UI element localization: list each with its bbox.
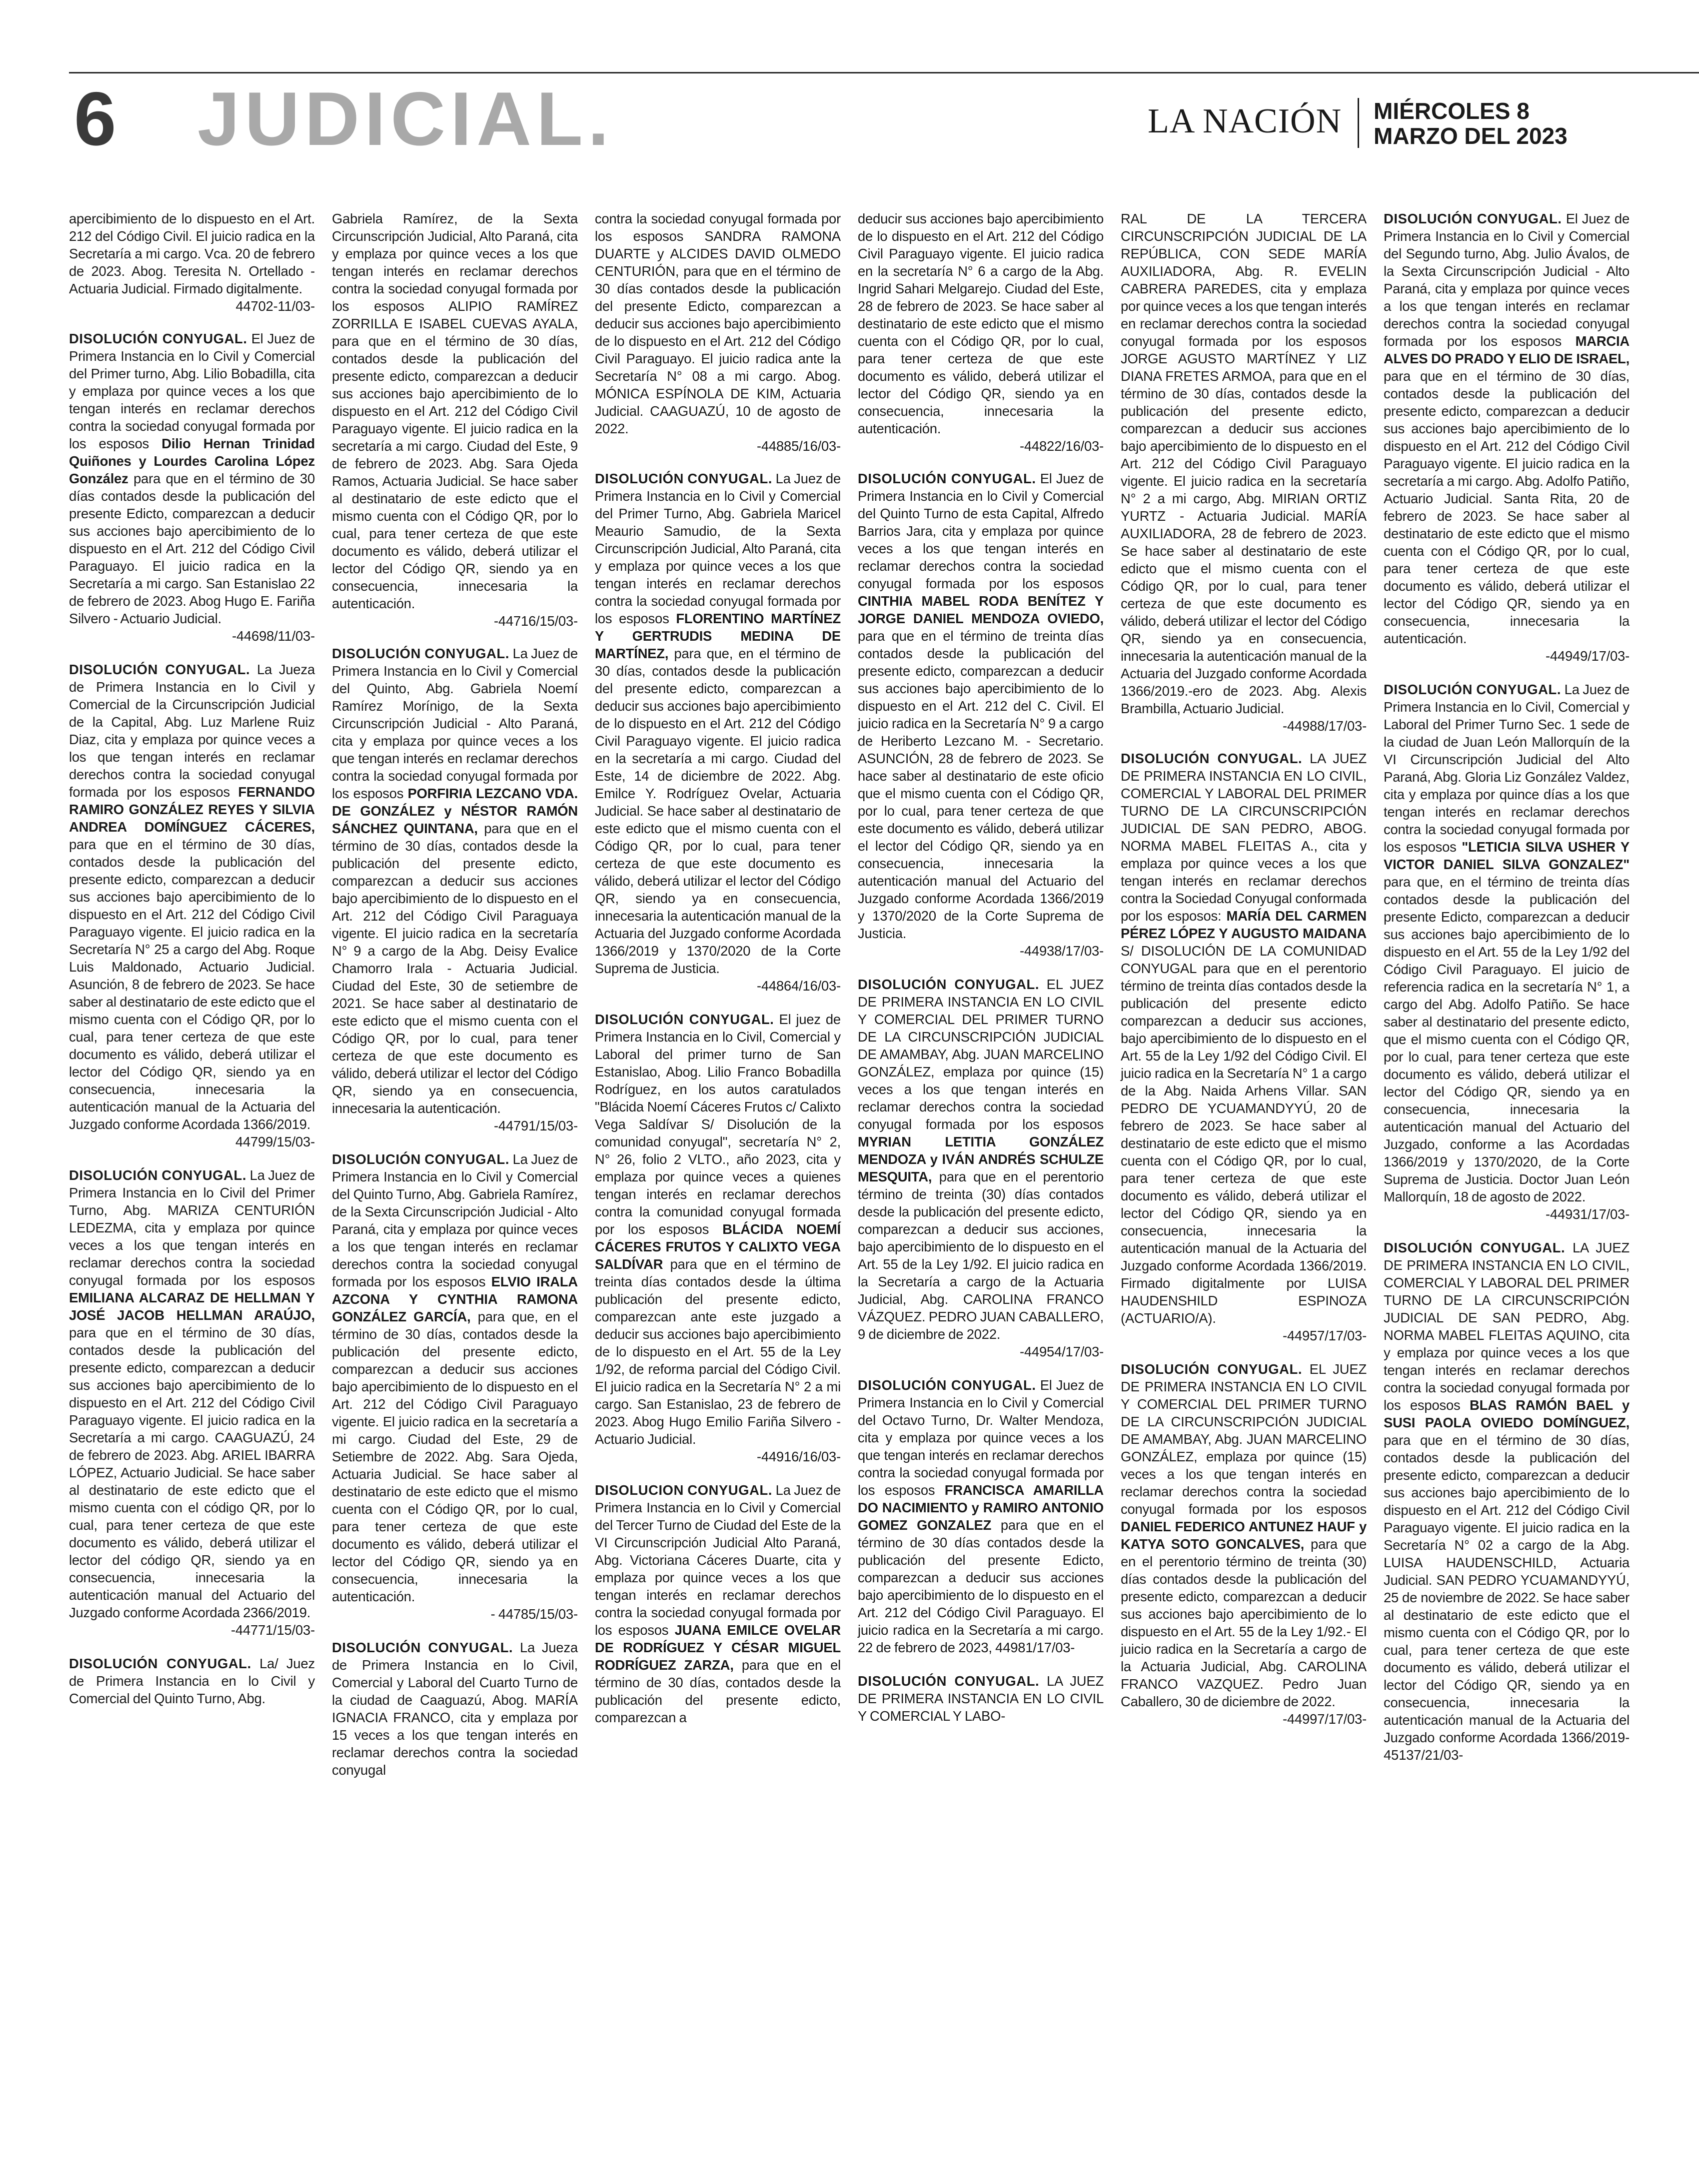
legal-notice <box>332 1150 578 1623</box>
column-6 <box>1384 210 1630 1780</box>
continued-text: RAL DE LA TERCERA CIRCUNSCRIPCIÓN JUDICIAL DE LA REPÚBLICA, CON SEDE MARÍA AUXILIADORA, Abg. R. EVELIN CABRERA PAREDES, cita y emplaza por quince veces a los que tengan interés en reclamar derechos contra la sociedad conyugal formada por los esposos JORGE AGUSTO MARTÍNEZ Y LIZ DIANA FRETES ARMOA, para que en el término de 30 días, contados desde la publicación del presente edicto, comparezcan a deducir sus acciones bajo apercibimiento de lo dispuesto en el Art. 212 del Código Civil Paraguayo vigente. El juicio radica en la secretaría N° 2 a mi cargo, Abg. MIRIAN ORTIZ YURTZ - Actuaria Judicial. MARÍA AUXILIADORA, 28 de febrero de 2023. Se hace saber al destinatario de este edicto que el mismo cuenta con el Código QR, por lo cual, para tener certeza de que este documento es válido, deberá utilizar el lector del Código QR, siendo ya en consecuencia, innecesaria la autenticación manual de la Actuaria del Juzgado conforme Acordada 1366/2019.-ero de 2023. Abg. Alexis Brambilla, Actuario Judicial. <box>1121 211 1367 716</box>
notice-code: -44997/17/03- <box>1283 1711 1367 1727</box>
notice-parties: CINTHIA MABEL RODA BENÍTEZ Y JORGE DANIEL MENDOZA OVIEDO, <box>858 593 1104 626</box>
notice-text: La Jueza de Primera Instancia en lo Civil y Comercial de la Circunscripción Judicial de la Capital, Abg. Luz Marlene Ruiz Diaz, cita y emplaza por quince veces a los que tengan interés en reclamar derechos contra la sociedad conyugal formada por los esposos <box>69 662 315 800</box>
issue-date <box>1374 98 1568 148</box>
notice-body <box>858 976 1104 1343</box>
section-title: JUDICIAL. <box>197 76 614 161</box>
notice-heading: DISOLUCIÓN CONYUGAL. <box>858 1377 1036 1393</box>
notice-heading: DISOLUCIÓN CONYUGAL. <box>595 471 773 486</box>
notice-text: La Juez de Primera Instancia en lo Civil, Comercial y Laboral del Primer Turno Sec. 1 sede de la ciudad de Juan León Mallorquín de la VI Circunscripción Judicial del Alto Paraná, Abg. Gloria Liz González Valdez, cita y emplaza por quince días a los que tengan interés en reclamar derechos contra la sociedad conyugal formada por los esposos <box>1384 682 1630 855</box>
notice-heading: DISOLUCIÓN CONYUGAL. <box>69 331 247 346</box>
header-divider <box>1358 98 1359 148</box>
notice-heading: DISOLUCION CONYUGAL. <box>595 1482 773 1498</box>
notice-heading: DISOLUCIÓN CONYUGAL. <box>332 1151 510 1167</box>
notice-code: -44949/17/03- <box>1546 648 1630 664</box>
newspaper-logo: LA NACIÓN <box>1148 102 1342 140</box>
legal-notice <box>858 1672 1104 1725</box>
notice-heading: DISOLUCIÓN CONYUGAL. <box>1121 751 1303 766</box>
notice-text: EL JUEZ DE PRIMERA INSTANCIA EN LO CIVIL Y COMERCIAL DEL PRIMER TURNO DE LA CIRCUNSCRIPCIÓN JUDICIAL DE AMAMBAY, Abg. JUAN MARCELINO GONZÁLEZ, emplaza por quince (15) veces a los que tengan interés en reclamar derechos contra la sociedad conyugal formada por los esposos <box>858 977 1104 1132</box>
notice-text: para que, en el término de treinta días contados desde la publicación del presente Edicto, comparezcan a deducir sus acciones bajo apercibimiento de lo dispuesto en el Art. 55 de la Ley 1/92 del Código Civil Paraguayo. El juicio de referencia radica en la secretaría N° 1, a cargo del Abg. Adolfo Patiño. Se hace saber al destinatario del presente edicto, que el mismo cuenta con el Código QR, por lo cual, para tener certeza que este documento es válido, deberá utilizar el lector del Código QR, siendo ya en consecuencia, innecesaria la autenticación manual del Actuario del Juzgado, conforme a las Acordadas 1366/2019 y 1370/2020, de la Corte Suprema de Justicia. Doctor Juan León Mallorquín, 18 de agosto de 2022. <box>1384 874 1630 1204</box>
notice-body <box>1384 1239 1630 1764</box>
notice-text: El Juez de Primera Instancia en lo Civil y Comercial del Octavo Turno, Dr. Walter Mendoza, cita y emplaza por quince veces a los que tengan interés en reclamar derechos contra la sociedad conyugal formada por los esposos <box>858 1377 1104 1498</box>
notice-code: -44791/15/03- <box>494 1118 578 1133</box>
notice-body <box>332 1150 578 1605</box>
notice-parties: FLORENTINO MARTÍNEZ Y GERTRUDIS MEDINA DE MARTÍNEZ, <box>595 611 841 661</box>
notice-body <box>69 661 315 1133</box>
notice-parties: Dilio Hernan Trinidad Quiñones y Lourdes Carolina López González <box>69 436 315 486</box>
notice-code: -44864/16/03- <box>757 978 841 994</box>
notice-text: La Juez de Primera Instancia en lo Civil y Comercial del Quinto Turno, Abg. Gabriela Ramírez, de la Sexta Circunscripción Judicial - Alto Paraná, cita y emplaza por quince veces a los que tengan interés en reclamar derechos contra la sociedad conyugal formada por los esposos <box>332 1151 578 1289</box>
issue-weekday: MIÉRCOLES 8 <box>1374 98 1530 124</box>
notice-heading: DISOLUCIÓN CONYUGAL. <box>1384 211 1562 226</box>
notice-text: para que en el perentorio término de treinta (30) días contados desde la publicación del presente edicto, comparezcan a deducir sus acciones bajo apercibimiento de lo dispuesto en el Art. 55 de la Ley 1/92.- El juicio radica en la Secretaría a cargo de la Actuaria Judicial, Abg. CAROLINA FRANCO VAZQUEZ. Pedro Juan Caballero, 30 de diciembre de 2022. <box>1121 1536 1367 1709</box>
notice-body <box>858 470 1104 942</box>
notice-body <box>332 645 578 1117</box>
notice-text: para que en el término de 30 días, contados desde la publicación del presente edicto, comparezcan a deducir sus acciones bajo apercibimiento de lo dispuesto en el Art. 212 del Código Civil Paraguayo vigente. El juicio radica en la Secretaría N° 02 a cargo de la Abg. LUISA HAUDENSCHILD, Actuaria Judicial. SAN PEDRO YCUAMANDYYÚ, 25 de noviembre de 2022. Se hace saber al destinatario de este edicto que el mismo cuenta con el Código QR, por lo cual, para tener certeza de que este documento es válido, deberá utilizar el lector del Código QR, siendo ya en consecuencia, innecesaria la autenticación manual de la Actuaria del Juzgado conforme Acordada 1366/2019- 45137/21/03- <box>1384 1432 1630 1763</box>
legal-notice <box>69 330 315 645</box>
notice-body <box>595 470 841 977</box>
legal-notice <box>1121 750 1367 1344</box>
notice-body <box>858 1376 1104 1656</box>
notice-parties: EMILIANA ALCARAZ DE HELLMAN Y JOSÉ JACOB HELLMAN ARAÚJO, <box>69 1290 315 1323</box>
notice-code: -44954/17/03- <box>1020 1344 1104 1359</box>
notice-body <box>858 1672 1104 1725</box>
notice-text: para que en el perentorio término de treinta (30) días contados desde la publicación del presente edicto, comparezcan a deducir sus acciones, bajo apercibimiento de lo dispuesto en el Art. 55 de la Ley 1/92. El juicio radica en la Secretaría a cargo de la Actuaria Judicial, Abg. CAROLINA FRANCO VÁZQUEZ. PEDRO JUAN CABALLERO, 9 de diciembre de 2022. <box>858 1169 1104 1342</box>
notice-body <box>1384 210 1630 647</box>
notice-heading: DISOLUCIÓN CONYUGAL. <box>332 1640 513 1655</box>
notice-body <box>1121 1360 1367 1710</box>
notice-code: 44702-11/03- <box>235 298 315 314</box>
column-2 <box>332 210 578 1795</box>
notice-text: para que en el término de 30 días contados desde la publicación del presente Edicto, comparezcan a deducir sus acciones bajo apercibimiento de lo dispuesto en el Art. 212 del Código Civil Paraguayo. El juicio radica en la Secretaría a mi cargo. 22 de febrero de 2023, 44981/17/03- <box>858 1517 1104 1655</box>
notice-heading: DISOLUCIÓN CONYUGAL. <box>1121 1361 1303 1377</box>
notice-text: para que en el término de treinta días contados desde la última publicación del presente edicto, comparezcan ante este juzgado a deducir sus acciones bajo apercibimiento de lo dispuesto en el Art. 55 de la Ley 1/92, de reforma parcial del Código Civil. El juicio radica en la Secretaría N° 2 a mi cargo. San Estanislao, 23 de febrero de 2023. Abog Hugo Emilio Fariña Silvero - Actuario Judicial. <box>595 1256 841 1447</box>
column-1 <box>69 210 315 1723</box>
notice-text: para que, en el término de 30 días, contados desde la publicación del presente edicto, comparezcan a deducir sus acciones bajo apercibimiento de lo dispuesto en el Art. 212 del Código Civil Paraguayo vigente. El juicio radica en la secretaría a mi cargo. Ciudad del Este, 29 de Setiembre de 2022. Abg. Sara Ojeda, Actuaria Judicial. Se hace saber al destinatario de este edicto que el mismo cuenta con el Código QR, por lo cual, para tener certeza de que este documento es válido, deberá utilizar el lector del Código QR, siendo ya en consecuencia, innecesaria la autenticación. <box>332 1309 578 1604</box>
notice-text: LA JUEZ DE PRIMERA INSTANCIA EN LO CIVIL, COMERCIAL Y LABORAL DEL PRIMER TURNO DE LA CIRCUNSCRIPCIÓN JUDICIAL DE SAN PEDRO, ABOG. NORMA MABEL FLEITAS A., cita y emplaza por quince veces a los que tengan interés en reclamar derechos contra la Sociedad Conyugal conformada por los esposos: <box>1121 751 1367 924</box>
notice-text: La Juez de Primera Instancia en lo Civil del Primer Turno, Abg. MARIZA CENTURIÓN LEDEZMA, cita y emplaza por quince veces a los que tengan interés en reclamar derechos contra la sociedad conyugal formada por los esposos <box>69 1167 315 1288</box>
notice-parties: DANIEL FEDERICO ANTUNEZ HAUF y KATYA SOTO GONCALVES, <box>1121 1519 1367 1552</box>
legal-notice <box>69 661 315 1150</box>
notice-heading: DISOLUCIÓN CONYUGAL. <box>69 662 250 677</box>
notice-body <box>1121 750 1367 1327</box>
legal-notice <box>1384 681 1630 1223</box>
continued-text: contra la sociedad conyugal formada por los esposos SANDRA RAMONA DUARTE y ALCIDES DAVID OLMEDO CENTURIÓN, para que en el término de 30 días contados desde la publicación del presente Edicto, comparezcan a deducir sus acciones bajo apercibimiento de lo dispuesto en el Art. 212 del Código Civil Paraguayo. El juicio radica ante la Secretaría N° 08 a mi cargo. Abog. MÓNICA ESPÍNOLA DE KIM, Actuaria Judicial. CAAGUAZÚ, 10 de agosto de 2022. <box>595 211 841 436</box>
legal-notice <box>332 645 578 1134</box>
notice-text: EL JUEZ DE PRIMERA INSTANCIA EN LO CIVIL Y COMERCIAL DEL PRIMER TURNO DE LA CIRCUNSCRIPCIÓN JUDICIAL DE AMAMBAY, Abg. JUAN MARCELINO GONZÁLEZ, emplaza por quince (15) veces a los que tengan interés en reclamar derechos contra la sociedad conyugal formada por los esposos <box>1121 1361 1367 1517</box>
notice-code: -44771/15/03- <box>231 1622 315 1638</box>
column-4 <box>858 210 1104 1741</box>
notice-body <box>69 1655 315 1707</box>
legal-notice <box>1384 1239 1630 1764</box>
notice-body <box>595 1481 841 1726</box>
notice-text: La/ Juez de Primera Instancia en lo Civil y Comercial del Quinto Turno, Abg. <box>69 1656 315 1706</box>
notice-parties: BLÁCIDA NOEMÍ CÁCERES FRUTOS Y CALIXTO VEGA SALDÍVAR <box>595 1221 841 1272</box>
legal-notice <box>858 470 1104 960</box>
notice-body <box>1384 681 1630 1205</box>
notice-text: El Juez de Primera Instancia en lo Civil y Comercial del Segundo turno, Abg. Julio Ávalos, de la Sexta Circunscripción Judicial - Alto Paraná, cita y emplaza por quince veces a los que tengan interés en reclamar derechos contra la sociedad conyugal formada por los esposos <box>1384 211 1630 349</box>
notice-text: La Juez de Primera Instancia en lo Civil y Comercial del Quinto, Abg. Gabriela Noemí Ramírez Morínigo, de la Sexta Circunscripción Judicial - Alto Paraná, cita y emplaza por quince veces a los que tengan interés en reclamar derechos contra la sociedad conyugal formada por los esposos <box>332 646 578 801</box>
notice-text: para que, en el término de 30 días, contados desde la publicación del presente edicto, comparezcan a deducir sus acciones bajo apercibimiento de lo dispuesto en el Art. 212 del Código Civil Paraguayo vigente. El juicio radica en la secretaría a mi cargo. Ciudad del Este, 14 de diciembre de 2022. Abg. Emilce Y. Rodríguez Ovelar, Actuaria Judicial. Se hace saber al destinatario de este edicto que el mismo cuenta con el Código QR, por lo cual, para tener certeza de que este documento es válido, deberá utilizar el lector del Código QR, siendo ya en consecuencia, innecesaria la autenticación manual de la Actuaria del Juzgado conforme Acordada 1366/2019 y 1370/2020 de la Corte Suprema de Justicia. <box>595 646 841 976</box>
notice-parties: FRANCISCA AMARILLA DO NACIMIENTO y RAMIRO ANTONIO GOMEZ GONZALEZ <box>858 1482 1104 1533</box>
notice-text: El Juez de Primera Instancia en lo Civil y Comercial del Primer turno, Abg. Lilio Bobadilla, cita y emplaza por quince veces a los que tengan interés en reclamar derechos contra la sociedad conyugal formada por los esposos <box>69 331 315 451</box>
notice-text: El Juez de Primera Instancia en lo Civil y Comercial del Quinto Turno de esta Capital, Alfredo Barrios Jara, cita y emplaza por quince veces a los que tengan interés en reclamar derechos contra la sociedad conyugal formada por los esposos <box>858 471 1104 591</box>
notice-parties: PORFIRIA LEZCANO VDA. DE GONZÁLEZ y NÉSTOR RAMÓN SÁNCHEZ QUINTANA, <box>332 786 578 836</box>
notice-text: para que en el término de 30 días contados desde la publicación del presente Edicto, comparezcan a deducir sus acciones bajo apercibimiento de lo dispuesto en el Art. 212 del Código Civil Paraguayo. El juicio radica en la Secretaría a mi cargo. San Estanislao 22 de febrero de 2023. Abog Hugo E. Fariña Silvero - Actuario Judicial. <box>69 471 315 626</box>
notice-text: para que en el término de 30 días, contados desde la publicación del presente edicto, comparezcan a deducir sus acciones bajo apercibimiento de lo dispuesto en el Art. 212 del Código Civil Paraguaya vigente. El juicio radica en la secretaría N° 9 a cargo de la Abg. Deisy Evalice Chamorro Irala - Actuaria Judicial. Ciudad del Este, 30 de setiembre de 2021. Se hace saber al destinatario de este edicto que el mismo cuenta con el Código QR, por lo cual, para tener certeza de que este documento es válido, deberá utilizar el lector del Código QR, siendo ya en consecuencia, innecesaria la autenticación. <box>332 821 578 1116</box>
notice-parties: BLAS RAMÓN BAEL y SUSI PAOLA OVIEDO DOMÍNGUEZ, <box>1384 1397 1630 1430</box>
page-number: 6 <box>74 76 116 161</box>
notice-text: La Juez de Primera Instancia en lo Civil y Comercial del Primer Turno, Abg. Gabriela Maricel Meaurio Samudio, de la Sexta Circunscripción Judicial, Alto Paraná, cita y emplaza por quince veces a los que tengan interés en reclamar derechos contra la sociedad conyugal formada por los esposos <box>595 471 841 626</box>
notice-heading: DISOLUCIÓN CONYUGAL. <box>1384 682 1562 697</box>
notice-text: para que en el término de treinta días contados desde la publicación del presente edicto, comparezcan a deducir sus acciones bajo apercibimiento de lo dispuesto en el Art. 212 del C. Civil. El juicio radica en la Secretaría N° 9 a cargo de Heriberto Lezcano M. - Secretario. ASUNCIÓN, 28 de febrero de 2023. Se hace saber al destinatario de este oficio que el mismo cuenta con el Código QR, por lo cual, para tener certeza de que este documento es válido, deberá utilizar el lector del Código QR, siendo ya en consecuencia, innecesaria la autenticación manual del Actuario del Juzgado conforme Acordada 1366/2019 y 1370/2020 de la Corte Suprema de Justicia. <box>858 628 1104 941</box>
notice-parties: JUANA EMILCE OVELAR DE RODRÍGUEZ Y CÉSAR MIGUEL RODRÍGUEZ ZARZA, <box>595 1622 841 1673</box>
legal-notice <box>595 1481 841 1726</box>
notice-text: LA JUEZ DE PRIMERA INSTANCIA EN LO CIVIL, COMERCIAL Y LABORAL DEL PRIMER TURNO DE LA CIRCUNSCRIPCIÓN JUDICIAL DE SAN PEDRO, Abg. NORMA MABEL FLEITAS AQUINO, cita y emplaza por quince veces a los que tengan interés en reclamar derechos contra la sociedad conyugal formada por los esposos <box>1384 1240 1630 1413</box>
legal-notice <box>69 1655 315 1707</box>
notice-parties: "LETICIA SILVA USHER Y VICTOR DANIEL SILVA GONZALEZ" <box>1384 839 1630 872</box>
notice-body <box>332 1639 578 1779</box>
legal-notice <box>595 1011 841 1465</box>
notice-code: 44799/15/03- <box>235 1134 315 1149</box>
notice-code: - 44785/15/03- <box>490 1606 578 1622</box>
legal-notice <box>1121 1360 1367 1728</box>
notice-text: para que en el término de 30 días, contados desde la publicación del presente edicto, comparezcan a deducir sus acciones bajo apercibimiento de lo dispuesto en el Art. 212 del Código Civil Paraguayo vigente. El juicio radica en la secretaría a mi cargo. Abg. Adolfo Patiño, Actuario Judicial. Santa Rita, 20 de febrero de 2023. Se hace saber al destinatario de este edicto que el mismo cuenta con el Código QR, por lo cual, para tener certeza de que este documento es válido, deberá utilizar el lector del Código QR, siendo ya en consecuencia, innecesaria la autenticación. <box>1384 368 1630 646</box>
notice-body <box>69 1166 315 1621</box>
notice-heading: DISOLUCIÓN CONYUGAL. <box>858 977 1040 992</box>
notice-code: -44931/17/03- <box>1546 1206 1630 1222</box>
notice-body <box>595 1011 841 1448</box>
notice-text: La Jueza de Primera Instancia en lo Civil, Comercial y Laboral del Cuarto Turno de la ciudad de Caaguazú, Abog. MARÍA IGNACIA FRANCO, cita y emplaza por 15 veces a los que tengan interés en reclamar derechos contra la sociedad conyugal <box>332 1640 578 1778</box>
notice-body <box>69 330 315 627</box>
notice-text: para que en el término de 30 días, contados desde la publicación del presente edicto, comparezcan a deducir sus acciones bajo apercibimiento de lo dispuesto en el Art. 212 del Código Civil Paraguayo vigente. El juicio radica en la Secretaría a mi cargo. CAAGUAZÚ, 24 de febrero de 2023. Abg. ARIEL IBARRA LÓPEZ, Actuario Judicial. Se hace saber al destinatario de este edicto que el mismo cuenta con el código QR, por lo cual, para tener certeza de que este documento es válido, deberá utilizar el lector del código QR, siendo ya en consecuencia, innecesaria la autenticación manual del Actuario del Juzgado conforme Acordada 2366/2019. <box>69 1325 315 1620</box>
continued-text: Gabriela Ramírez, de la Sexta Circunscripción Judicial, Alto Paraná, cita y emplaza por quince veces a los que tengan interés en reclamar derechos contra la sociedad conyugal formada por los esposos ALIPIO RAMÍREZ ZORRILLA E ISABEL CUEVAS AYALA, para que en el término de 30 días, contados desde la publicación del presente edicto, comparezcan a deducir sus acciones bajo apercibimiento de lo dispuesto en el Art. 212 del Código Civil Paraguayo vigente. El juicio radica en la secretaría a mi cargo. Ciudad del Este, 9 de febrero de 2023. Abg. Sara Ojeda Ramos, Actuaria Judicial. Se hace saber al destinatario de este edicto que el mismo cuenta con el Código QR, por lo cual, para tener certeza de que este documento es válido, deberá utilizar el lector del Código QR, siendo ya en consecuencia, innecesaria la autenticación. <box>332 211 578 611</box>
notice-heading: DISOLUCIÓN CONYUGAL. <box>69 1656 251 1671</box>
notice-heading: DISOLUCIÓN CONYUGAL. <box>595 1012 774 1027</box>
legal-notice <box>1384 210 1630 665</box>
notice-code: -44957/17/03- <box>1283 1328 1367 1343</box>
notice-heading: DISOLUCIÓN CONYUGAL. <box>332 646 510 661</box>
legal-notice <box>332 1639 578 1779</box>
notice-text: para que en el término de 30 días, contados desde la publicación del presente edicto, comparezcan a deducir sus acciones bajo apercibimiento de lo dispuesto en el Art. 212 del Código Civil Paraguayo vigente. El juicio radica en la Secretaría N° 25 a cargo del Abg. Roque Luis Maldonado, Actuario Judicial. Asunción, 8 de febrero de 2023. Se hace saber al destinatario de este edicto que el mismo cuenta con el Código QR, por lo cual, para tener certeza de que este documento es válido, deberá utilizar el lector del Código QR, siendo ya en consecuencia, innecesaria la autenticación manual de la Actuaria del Juzgado conforme Acordada 1366/2019. <box>69 837 315 1132</box>
continued-text: apercibimiento de lo dispuesto en el Art. 212 del Código Civil. El juicio radica en la Secretaría a mi cargo. Vca. 20 de febrero de 2023. Abog. Teresita N. Ortellado - Actuaria Judicial. Firmado digitalmente. <box>69 211 315 296</box>
notice-heading: DISOLUCIÓN CONYUGAL. <box>858 471 1036 486</box>
notice-code: -44988/17/03- <box>1283 718 1367 734</box>
legal-notice <box>858 1376 1104 1656</box>
column-5 <box>1121 210 1367 1744</box>
notice-heading: DISOLUCIÓN CONYUGAL. <box>69 1167 247 1183</box>
column-3 <box>595 210 841 1742</box>
notice-parties: FERNANDO RAMIRO GONZÁLEZ REYES Y SILVIA ANDREA DOMÍNGUEZ CÁCERES, <box>69 784 315 835</box>
legal-notice <box>69 1166 315 1639</box>
notice-code: -44916/16/03- <box>757 1449 841 1464</box>
notice-text: para que en el término de 30 días, contados desde la publicación del presente edicto, comparezcan a <box>595 1657 841 1725</box>
notice-parties: MYRIAN LETITIA GONZÁLEZ MENDOZA y IVÁN ANDRÉS SCHULZE MESQUITA, <box>858 1134 1104 1184</box>
notice-heading: DISOLUCIÓN CONYUGAL. <box>1384 1240 1566 1255</box>
notice-text: LA JUEZ DE PRIMERA INSTANCIA EN LO CIVIL Y COMERCIAL Y LABO- <box>858 1673 1104 1724</box>
notice-text: El juez de Primera Instancia en lo Civil, Comercial y Laboral del primer turno de San Estanislao, Abog. Lilio Franco Bobadilla Rodríguez, en los autos caratulados "Blácida Noemí Cáceres Frutos c/ Calixto Vega Saldívar S/ Disolución de la comunidad conyugal", secretaría N° 2, N° 26, folio 2 VLTO., año 2023, cita y emplaza por quince veces a quienes tengan interés en reclamar derechos contra la comunidad conyugal formada por los esposos <box>595 1012 841 1237</box>
notice-code: -44698/11/03- <box>232 628 315 644</box>
notice-parties: MARÍA DEL CARMEN PÉREZ LÓPEZ Y AUGUSTO MAIDANA <box>1121 908 1367 941</box>
notice-code: -44885/16/03- <box>757 438 841 454</box>
notice-code: -44716/15/03- <box>494 613 578 629</box>
issue-month-year: MARZO DEL 2023 <box>1374 123 1568 149</box>
notice-code: -44822/16/03- <box>1020 438 1104 454</box>
notice-parties: ELVIO IRALA AZCONA Y CYNTHIA RAMONA GONZÁLEZ GARCÍA, <box>332 1274 578 1324</box>
notice-text: S/ DISOLUCIÓN DE LA COMUNIDAD CONYUGAL para que en el perentorio término de treinta días contados desde la publicación del presente edicto comparezcan a deducir sus acciones, bajo apercibimiento de lo dispuesto en el Art. 55 de la Ley 1/92 del Código Civil. El juicio radica en la Secretaría N° 1 a cargo de la Abg. Naida Arhens Villar. SAN PEDRO DE YCUAMANDYYÚ, 20 de febrero de 2023. Se hace saber al destinatario de este edicto que el mismo cuenta con el Código QR, por lo cual, para tener certeza de que este documento es válido, deberá utilizar el lector del Código QR, siendo ya en consecuencia, innecesaria la autenticación manual de la Actuaria del Juzgado conforme Acordada 1366/2019. Firmado digitalmente por LUISA HAUDENSHILD ESPINOZA (ACTUARIO/A). <box>1121 943 1367 1326</box>
legal-notice <box>595 470 841 995</box>
notice-text: La Juez de Primera Instancia en lo Civil y Comercial del Tercer Turno de Ciudad del Este de la VI Circunscripción Judicial Alto Paraná, Abg. Victoriana Cáceres Duarte, cita y emplaza por quince veces a los que tengan interés en reclamar derechos contra la sociedad conyugal formada por los esposos <box>595 1482 841 1638</box>
legal-notice <box>858 976 1104 1360</box>
notice-parties: MARCIA ALVES DO PRADO Y ELIO DE ISRAEL, <box>1384 333 1630 366</box>
notice-heading: DISOLUCIÓN CONYUGAL. <box>858 1673 1040 1689</box>
notice-code: -44938/17/03- <box>1020 943 1104 959</box>
header-rule <box>69 72 1699 73</box>
continued-text: deducir sus acciones bajo apercibimiento de lo dispuesto en el Art. 212 del Código Civil Paraguayo vigente. El juicio radica en la secretaría N° 6 a cargo de la Abg. Ingrid Sahari Melgarejo. Ciudad del Este, 28 de febrero de 2023. Se hace saber al destinatario de este edicto que el mismo cuenta con el Código QR, por lo cual, para tener certeza de que este documento es válido, deberá utilizar el lector del Código QR, siendo ya en consecuencia, innecesaria la autenticación. <box>858 211 1104 436</box>
